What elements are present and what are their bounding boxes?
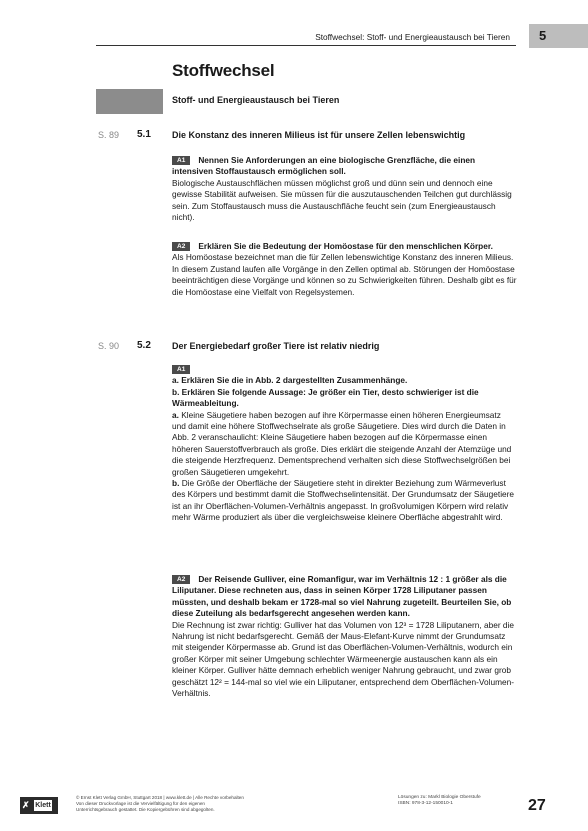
task-block xyxy=(172,364,517,524)
running-head: Stoffwechsel: Stoff- und Energieaustausch bei Tieren xyxy=(315,32,510,42)
task-badge: A2 xyxy=(172,575,190,584)
section-page-ref: S. 90 xyxy=(98,341,120,351)
section-page-ref: S. 89 xyxy=(98,130,120,140)
task-question-a: a. Erklären Sie die in Abb. 2 dargestellten Zusammenhänge. xyxy=(172,375,408,386)
section-title: Die Konstanz des inneren Milieus ist für unsere Zellen lebenswichtig xyxy=(172,130,466,140)
task-badge: A1 xyxy=(172,365,190,374)
task-answer: Als Homöostase bezeichnet man die für Zellen lebenswichtige Konstanz des inneren Milieus. In diesem Zustand laufen alle Vorgänge in den Zellen optimal ab. Störungen der Homöostase beeinträchtigen diese Vorgänge und können so zu Schwierigkeiten führen. Deshalb gibt es für die Homöostase eine Vielfalt von Regelsystemen. xyxy=(172,252,517,297)
task-answer-b: Die Größe der Oberfläche der Säugetiere steht in direkter Beziehung zum Wärmeverlust des Körpers und bestimmt damit die Stoffwechselintensität. Der Grundumsatz der Säugetiere ist an ihr Oberflächen-Volumen-Verhältnis angepasst. In großvolumigen Körpern wird relativ mehr Wärme produziert als über die vergleichsweise kleinere Oberfläche abgestrahlt wird. xyxy=(172,478,515,523)
task-question: Der Reisende Gulliver, eine Romanfigur, war im Verhältnis 12 : 1 größer als die Liliputaner. Diese rechneten aus, dass in seinen Körper 1728 Liliputaner passen müssten, und deshalb bekam er 1728-mal so viel Nahrung zugeteilt. Beurteilen Sie, ob diese Zuteilung als bedarfsgerecht angesehen werden kann. xyxy=(172,574,512,619)
page-subtitle: Stoff- und Energieaustausch bei Tieren xyxy=(172,95,340,105)
section-number: 5.2 xyxy=(137,340,151,351)
page-title: Stoffwechsel xyxy=(172,61,275,80)
task-answer: Die Rechnung ist zwar richtig: Gulliver hat das Volumen von 12³ = 1728 Liliputanern, aber die Nahrung ist nicht bedarfsgerecht. Gemäß der Maus-Elefant-Kurve nimmt der Grundumsatz mit steigender Körpermasse ab. Grund ist das Oberflächen-Volumen-Verhältnis, wodurch ein großer Körper mit seiner Umgebung schlechter Wärmeenergie austauschen kann als ein kleiner Körper. Gulliver hätte demnach erheblich weniger Nahrung gebraucht, und zwar grob geschätzt 12² = 144-mal so viel wie ein Liliputaner, entsprechend dem Oberflächen-Volumen-Verhältnis. xyxy=(172,619,514,699)
task-block xyxy=(172,574,517,699)
chapter-tab: 5 xyxy=(529,24,588,48)
task-answer-a: Kleine Säugetiere haben bezogen auf ihre Körpermasse einen höheren Energieumsatz und damit eine höhere Stoffwechselrate als große Säugetiere. Dies wird durch die Daten in Abb. 2 veranschaulicht: Kleine Säugetiere haben bezogen auf die Körpermasse einen höheren Sauerstoffverbrauch als große. Dies erklärt die steigende Anzahl der Atemzüge und die steigende Herzfrequenz. Dementsprechend verhalten sich diese Stoffwechselgrößen bei großen Säugetieren umgekehrt. xyxy=(172,409,512,477)
footer-isbn: ISBN: 978-3-12-150010-1 xyxy=(398,801,453,806)
footer-copyright: Von dieser Druckvorlage ist die Vervielfältigung für den eigenen xyxy=(76,801,205,806)
answer-a-label: a. xyxy=(172,409,179,420)
klett-logo-mark-icon: ✗ xyxy=(22,800,30,810)
task-badge: A2 xyxy=(172,242,190,251)
section-number: 5.1 xyxy=(137,129,151,140)
task-block xyxy=(172,241,517,298)
klett-logo-text: Klett xyxy=(35,802,51,809)
task-question: Erklären Sie die Bedeutung der Homöostase für den menschlichen Körper. xyxy=(198,241,493,251)
section-title: Der Energiebedarf großer Tiere ist relativ niedrig xyxy=(172,341,380,351)
task-question-b: b. Erklären Sie folgende Aussage: Je größer ein Tier, desto schwieriger ist die Wärmeableitung. xyxy=(172,386,479,409)
footer-copyright: Unterrichtsgebrauch gestattet. Die Kopiergebühren sind abgegolten. xyxy=(76,807,215,812)
task-block xyxy=(172,155,517,223)
title-accent-bar xyxy=(96,89,163,114)
task-question: Nennen Sie Anforderungen an eine biologische Grenzfläche, die einen intensiven Stoffaustausch ermöglichen soll. xyxy=(172,155,476,177)
task-answer: Biologische Austauschflächen müssen möglichst groß und dünn sein und dennoch eine gewisse Stabilität aufweisen. Sie müssen für die auszutauschenden Teilchen gut durchlässig sein. Zum Stoffaustausch muss die Austauschfläche feucht sein (zum Energieaustausch nicht). xyxy=(172,177,512,223)
task-badge: A1 xyxy=(172,156,190,165)
page-number: 27 xyxy=(528,797,546,814)
footer-book-title: Lösungen zu: Markl Biologie Oberstufe xyxy=(398,795,481,800)
header-rule xyxy=(96,45,516,46)
footer-copyright: © Ernst Klett Verlag GmbH, Stuttgart 2018 | www.klett.de | Alle Rechte vorbehalten xyxy=(76,795,244,800)
answer-b-label: b. xyxy=(172,478,180,489)
